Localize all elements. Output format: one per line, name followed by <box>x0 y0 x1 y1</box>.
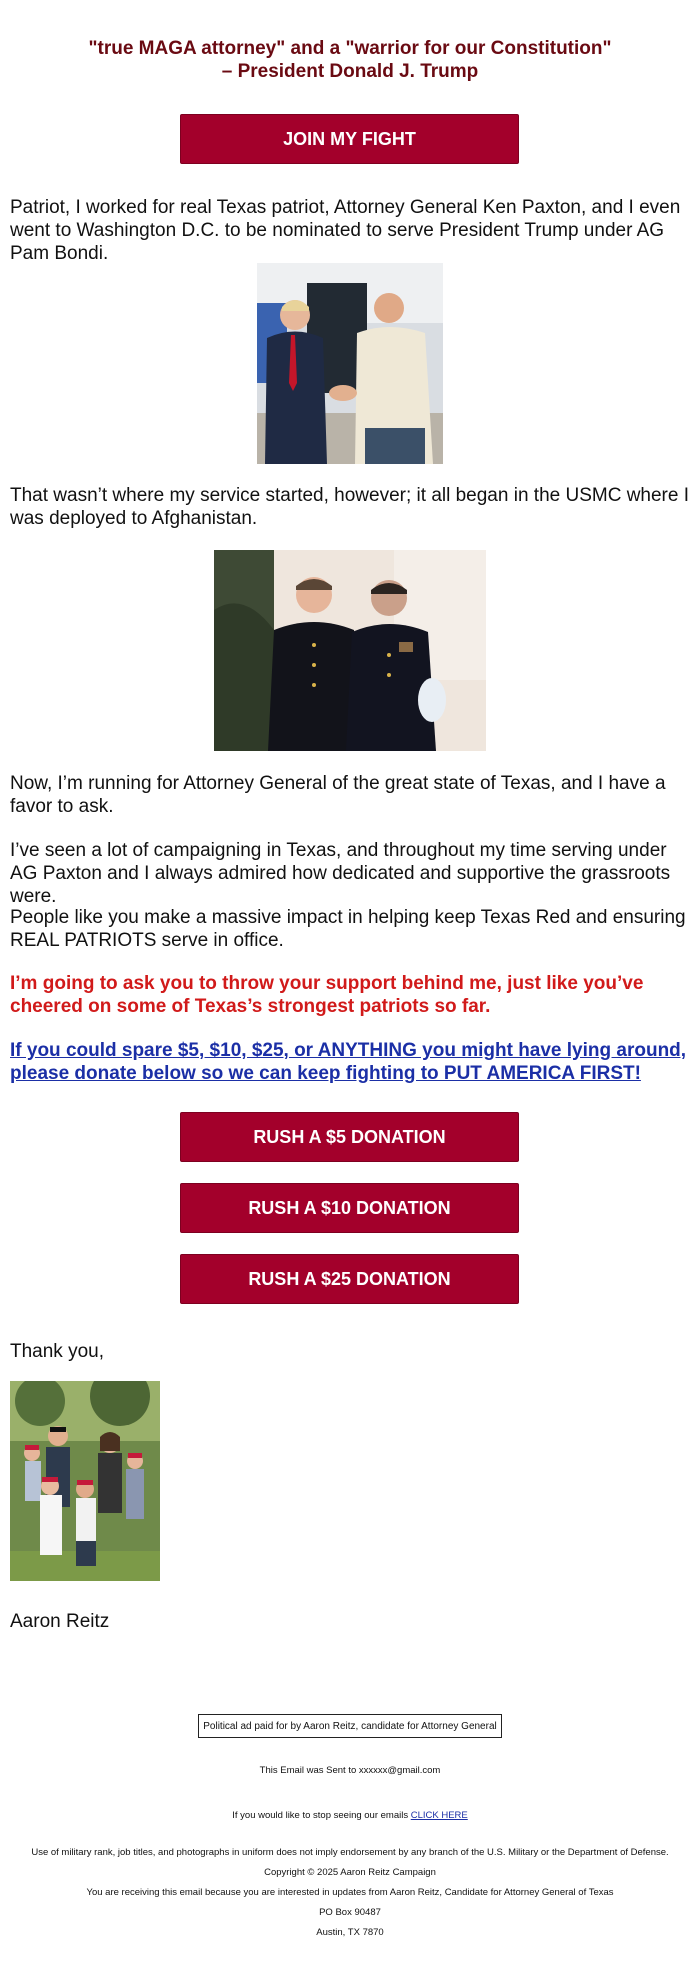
paragraph-3: Now, I’m running for Attorney General of the great state of Texas, and I have a favor to ask. <box>10 773 666 817</box>
handshake-photo <box>257 263 443 464</box>
military-disclaimer: Use of military rank, job titles, and photographs in uniform does not imply endorsement by any branch of the U.S. Military or the Department of Defense. <box>31 1847 669 1858</box>
unsubscribe-link[interactable]: CLICK HERE <box>410 1810 468 1821</box>
quote-line-2: – President Donald J. Trump <box>221 61 479 82</box>
support-appeal-text: I’m going to ask you to throw your support behind me, just like you’ve cheered on some of Texas’s strongest patriots so far. <box>10 973 644 1017</box>
family-photo <box>10 1381 160 1581</box>
trump-quote <box>0 37 700 83</box>
receiving-reason-text: You are receiving this email because you are interested in updates from Aaron Reitz, Candidate for Attorney General of Texas <box>86 1887 614 1898</box>
unsubscribe-prefix: If you would like to stop seeing our emails <box>232 1810 411 1821</box>
signature-name: Aaron Reitz <box>10 1611 110 1632</box>
paragraph-4: I’ve seen a lot of campaigning in Texas, and throughout my time serving under AG Paxton and I always admired how dedicated and supportive the grassroots were. <box>10 840 671 907</box>
sent-to-text: This Email was Sent to xxxxxx@gmail.com <box>259 1765 441 1776</box>
quote-line-1: "true MAGA attorney" and a "warrior for our Constitution" <box>88 38 612 59</box>
handshake-image <box>257 263 443 464</box>
family-image <box>10 1381 160 1581</box>
marines-image <box>214 550 486 751</box>
donate-25-button[interactable]: RUSH A $25 DONATION <box>180 1254 519 1304</box>
join-my-fight-button[interactable]: JOIN MY FIGHT <box>180 114 519 164</box>
donate-5-button[interactable]: RUSH A $5 DONATION <box>180 1112 519 1162</box>
unsubscribe-line <box>0 1810 700 1822</box>
paid-for-disclaimer: Political ad paid for by Aaron Reitz, candidate for Attorney General <box>198 1714 502 1738</box>
city-text: Austin, TX 7870 <box>316 1927 384 1938</box>
marines-photo <box>214 550 486 751</box>
po-box-text: PO Box 90487 <box>319 1907 381 1918</box>
paragraph-5: People like you make a massive impact in helping keep Texas Red and ensuring REAL PATRIOTS serve in office. <box>10 907 686 951</box>
paragraph-1: Patriot, I worked for real Texas patriot, Attorney General Ken Paxton, and I even went to Washington D.C. to be nominated to serve President Trump under AG Pam Bondi. <box>10 197 681 264</box>
donate-10-button[interactable]: RUSH A $10 DONATION <box>180 1183 519 1233</box>
paragraph-2: That wasn’t where my service started, however; it all began in the USMC where I was deployed to Afghanistan. <box>10 485 690 529</box>
donate-link[interactable]: If you could spare $5, $10, $25, or ANYTHING you might have lying around, please donate below so we can keep fighting to PUT AMERICA FIRST! <box>10 1040 687 1084</box>
copyright-text: Copyright © 2025 Aaron Reitz Campaign <box>264 1867 436 1878</box>
thank-you-text: Thank you, <box>10 1341 104 1362</box>
